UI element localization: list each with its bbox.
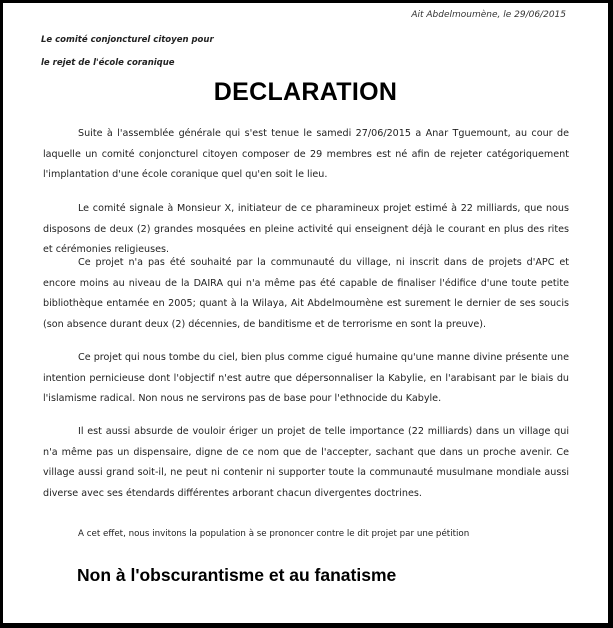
paragraph: Ce projet n'a pas été souhaité par la communauté du village, ni inscrit dans de projets d'APC et encore moins au niveau de la DAIRA qui n'a même pas été capable de finaliser l'édifice d'une toute petite bibliothèque entamée en 2005; quant à la Wilaya, Ait Abdelmoumène est surement le dernier de ses soucis (son absence durant deux (2) décennies, de banditisme et de terrorisme en sont la preuve). [43, 257, 569, 330]
document-title: DECLARATION [213, 78, 398, 106]
place-date: Ait Abdelmoumène, le 29/06/2015 [411, 10, 566, 20]
sender-line-2: le rejet de l'école coranique [41, 58, 175, 68]
paragraph: Il est aussi absurde de vouloir ériger un projet de telle importance (22 milliards) dans un village qui n'a même pas un dispensaire, digne de ce nom que de l'accepter, sachant que dans un proche avenir. Ce village aussi grand soit-il, ne peut ni contenir ni supporter toute la communauté musulmane mondiale aussi diverse avec ses étendards différentes arborant chacun divergentes doctrines. [43, 426, 569, 499]
paragraph: Le comité signale à Monsieur X, initiateur de ce pharamineux projet estimé à 22 milliards, que nous disposons de deux (2) grandes mosquées en pleine activité qui enseignent déjà le courant en plus des rites et cérémonies religieuses. [43, 203, 569, 256]
paragraph: Ce projet qui nous tombe du ciel, bien plus comme cigué humaine qu'une manne divine présente une intention pernicieuse dont l'objectif n'est autre que dépersonnaliser la Kabylie, en l'arabisant par le biais du l'islamisme radical. Non nous ne servirons pas de base pour l'ethnocide du Kabyle. [43, 352, 569, 405]
closing-paragraph: A cet effet, nous invitons la population à se prononcer contre le dit projet par une pétition [78, 529, 470, 539]
paragraph: Suite à l'assemblée générale qui s'est tenue le samedi 27/06/2015 a Anar Tguemount, au cour de laquelle un comité conjoncturel citoyen composer de 29 membres est né afin de rejeter catégoriquement l'implantation d'une école coranique quel qu'en soit le lieu. [43, 128, 569, 181]
sender-line-1: Le comité conjoncturel citoyen pour [41, 35, 214, 45]
document-page [3, 3, 608, 623]
slogan: Non à l'obscurantisme et au fanatisme [77, 565, 397, 585]
